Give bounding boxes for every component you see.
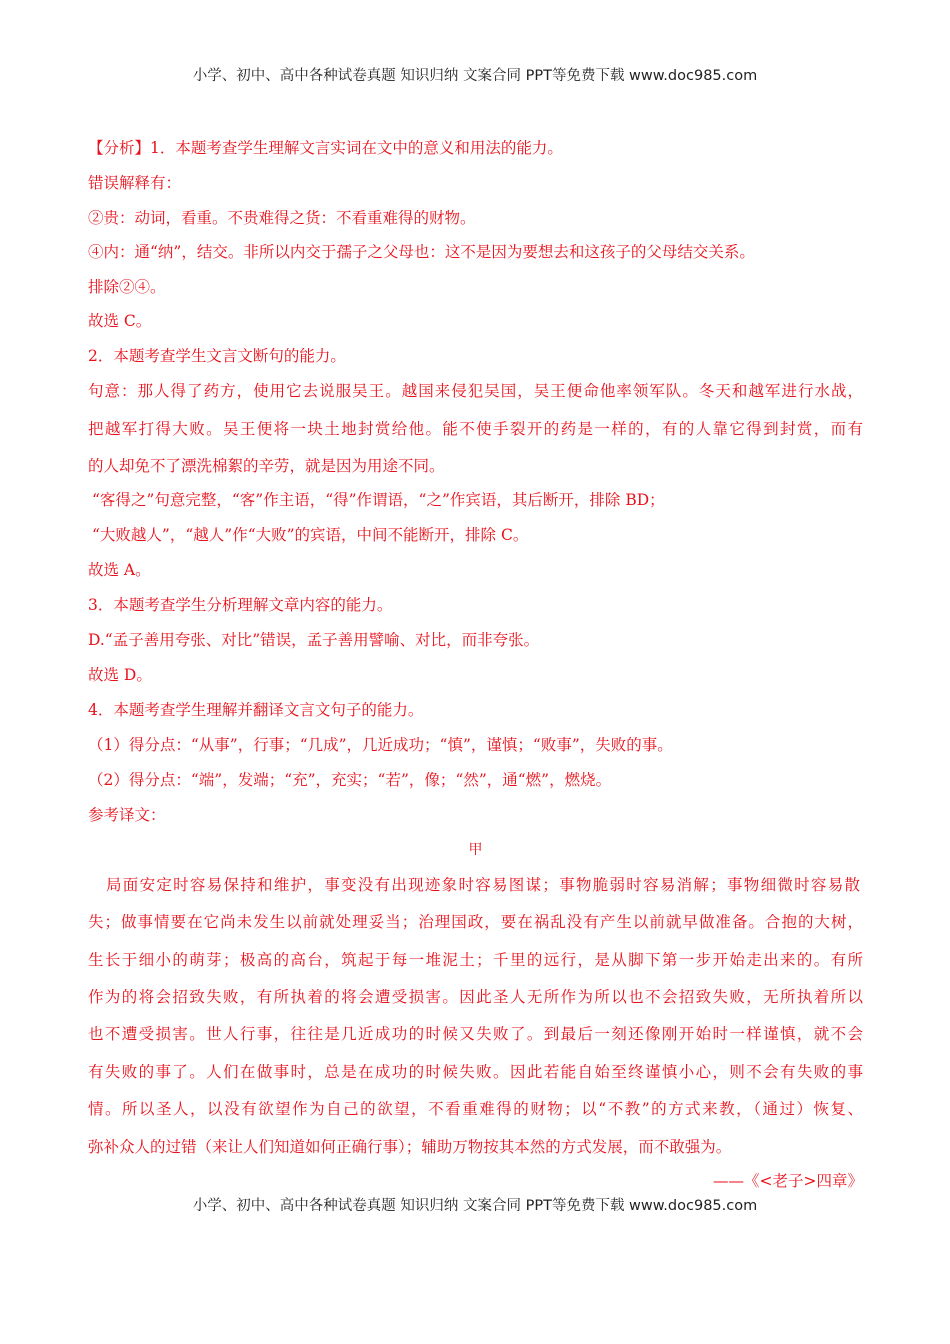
analysis-line: 【分析】1．本题考查学生理解文言实词在文中的意义和用法的能力。 <box>88 139 563 157</box>
analysis-line: （2）得分点：“端”，发端；“充”，充实；“若”，像；“然”，通“燃”，燃烧。 <box>88 771 612 789</box>
analysis-line: 故选 D。 <box>88 666 152 684</box>
analysis-line: 把越军打得大败。吴王便将一块土地封赏给他。能不使手裂开的药是一样的，有的人靠它得到封赏，而有 <box>88 420 863 438</box>
translation-source: ——《<老子>四章》 <box>713 1172 863 1190</box>
analysis-line: 参考译文： <box>88 806 166 824</box>
analysis-line: 3．本题考查学生分析理解文章内容的能力。 <box>88 596 393 614</box>
translation-line: 也不遭受损害。世人行事，往往是几近成功的时候又失败了。到最后一刻还像刚开始时一样谨慎，就不会 <box>88 1025 863 1043</box>
translation-line: 作为的将会招致失败，有所执着的将会遭受损害。因此圣人无所作为所以也不会招致失败，无所执着所以 <box>88 988 863 1006</box>
analysis-line: ②贵：动词，看重。不贵难得之货：不看重难得的财物。 <box>88 209 476 227</box>
analysis-line: ④内：通“纳”，结交。非所以内交于孺子之父母也：这不是因为要想去和这孩子的父母结交关系。 <box>88 243 755 261</box>
translation-line: 局面安定时容易保持和维护，事变没有出现迹象时容易图谋；事物脆弱时容易消解；事物细微时容易散 <box>106 876 860 894</box>
analysis-line: 4．本题考查学生理解并翻译文言文句子的能力。 <box>88 701 424 719</box>
analysis-line: 错误解释有： <box>88 174 182 192</box>
analysis-line: 故选 C。 <box>88 312 152 330</box>
analysis-line: 故选 A。 <box>88 561 151 579</box>
analysis-line: 2．本题考查学生文言文断句的能力。 <box>88 347 346 365</box>
analysis-line: 排除②④。 <box>88 278 166 296</box>
analysis-line: 的人却免不了漂洗棉絮的辛劳，就是因为用途不同。 <box>88 457 445 475</box>
translation-heading: 甲 <box>468 842 483 858</box>
translation-line: 弥补众人的过错（来让人们知道如何正确行事）；辅助万物按其本然的方式发展，而不敢强为。 <box>88 1138 732 1156</box>
page-header: 小学、初中、高中各种试卷真题 知识归纳 文案合同 PPT等免费下载 www.doc985.com <box>192 68 758 84</box>
analysis-line: “大败越人”，“越人”作“大败”的宾语，中间不能断开，排除 C。 <box>92 526 529 544</box>
analysis-line: “客得之”句意完整，“客”作主语，“得”作谓语，“之”作宾语，其后断开，排除 BD； <box>92 491 665 509</box>
translation-line: 失；做事情要在它尚未发生以前就处理妥当；治理国政，要在祸乱没有产生以前就早做准备。合抱的大树， <box>88 913 863 931</box>
page-footer: 小学、初中、高中各种试卷真题 知识归纳 文案合同 PPT等免费下载 www.doc985.com <box>192 1198 758 1214</box>
analysis-line: D.“孟子善用夸张、对比”错误，孟子善用譬喻、对比，而非夸张。 <box>88 631 540 649</box>
analysis-line: 句意：那人得了药方，使用它去说服吴王。越国来侵犯吴国，吴王便命他率领军队。冬天和越军进行水战， <box>88 382 863 400</box>
analysis-line: （1）得分点：“从事”，行事；“几成”，几近成功；“慎”，谨慎；“败事”，失败的事。 <box>88 736 673 754</box>
translation-line: 有失败的事了。人们在做事时，总是在成功的时候失败。因此若能自始至终谨慎小心，则不会有失败的事 <box>88 1063 863 1081</box>
translation-line: 生长于细小的萌芽；极高的高台，筑起于每一堆泥土；千里的远行，是从脚下第一步开始走出来的。有所 <box>88 951 863 969</box>
translation-line: 情。所以圣人，以没有欲望作为自己的欲望，不看重难得的财物；以“不教”的方式来教，（通过）恢复、 <box>88 1100 863 1118</box>
